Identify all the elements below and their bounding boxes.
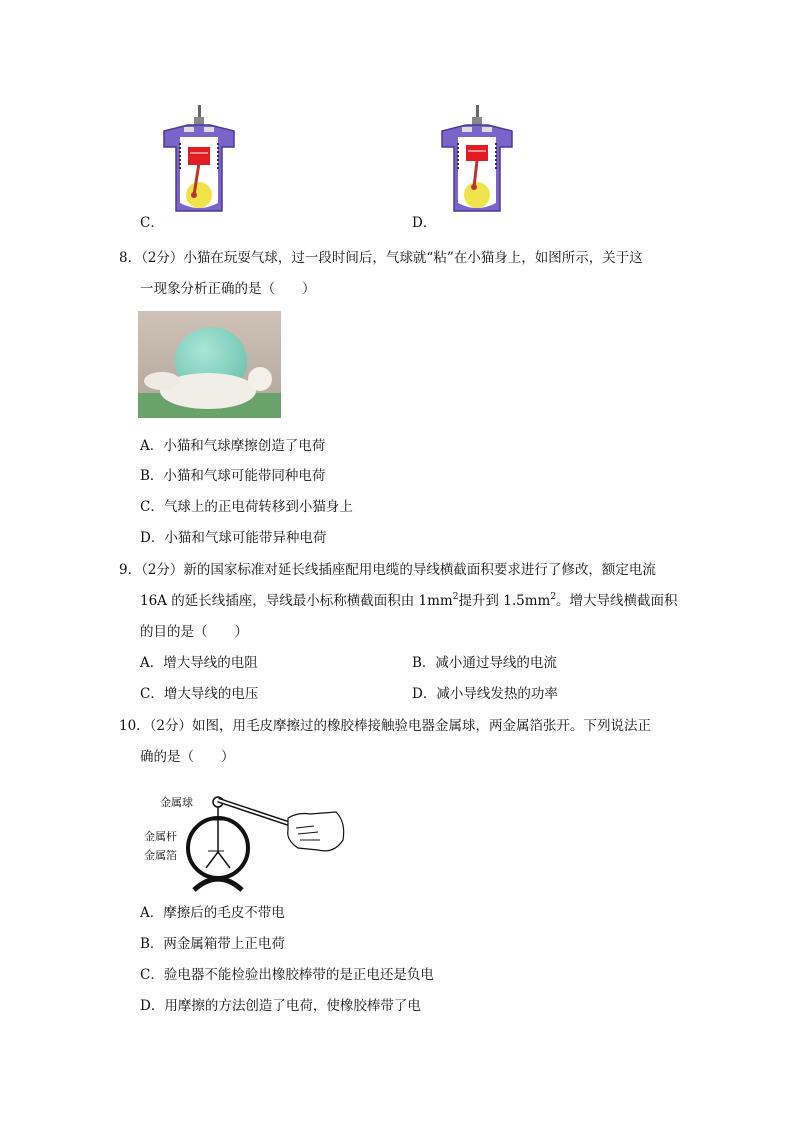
option-c-label: C． xyxy=(140,215,164,231)
q9-stem-line3: 的目的是（ ） xyxy=(140,624,248,640)
q10-stem-line2: 确的是（ ） xyxy=(140,749,235,765)
q10-option-d: D．用摩擦的方法创造了电荷，使橡胶棒带了电 xyxy=(140,998,421,1014)
q8-option-b: B．小猫和气球可能带同种电荷 xyxy=(140,468,326,484)
electroscope-label-foil: 金属箔 xyxy=(144,849,177,862)
q10-stem-line1: 10．（2分）如图，用毛皮摩擦过的橡胶棒接触验电器金属球，两金属箔张开。下列说法正 xyxy=(119,718,652,734)
q10-option-b: B．两金属箱带上正电荷 xyxy=(140,936,285,952)
electroscope-label-rod: 金属杆 xyxy=(144,830,177,843)
q8-option-c: C．气球上的正电荷转移到小猫身上 xyxy=(140,499,353,515)
q8-stem-line2: 一现象分析正确的是（ ） xyxy=(140,281,316,297)
q9-option-c: C．增大导线的电压 xyxy=(140,686,259,702)
electroscope-label-ball: 金属球 xyxy=(160,796,193,809)
engine-diagram-c xyxy=(158,103,240,215)
q9-stem-line2: 16A 的延长线插座，导线最小标称横截面积由 $1mm^2$提升到 $1.5mm^2$。增大导线横截面积 xyxy=(140,592,678,609)
q8-stem-line1: 8．（2分）小猫在玩耍气球，过一段时间后，气球就“粘”在小猫身上，如图所示，关于这 xyxy=(119,250,643,266)
q9-option-b: B．减小通过导线的电流 xyxy=(412,655,557,671)
q9-option-a: A．增大导线的电阻 xyxy=(140,655,258,671)
q9-stem-line1: 9．（2分）新的国家标准对延长线插座配用电缆的导线横截面积要求进行了修改，额定电流 xyxy=(119,562,656,578)
cat-balloon-photo xyxy=(138,311,281,418)
q10-option-a: A．摩擦后的毛皮不带电 xyxy=(140,905,285,921)
q8-option-d: D．小猫和气球可能带异种电荷 xyxy=(140,530,327,546)
engine-diagram-d xyxy=(436,103,518,215)
q9-option-d: D．减小导线发热的功率 xyxy=(412,686,558,702)
q10-option-c: C．验电器不能检验出橡胶棒带的是正电还是负电 xyxy=(140,967,434,983)
option-d-label: D． xyxy=(412,215,437,231)
q8-option-a: A．小猫和气球摩擦创造了电荷 xyxy=(140,438,326,454)
